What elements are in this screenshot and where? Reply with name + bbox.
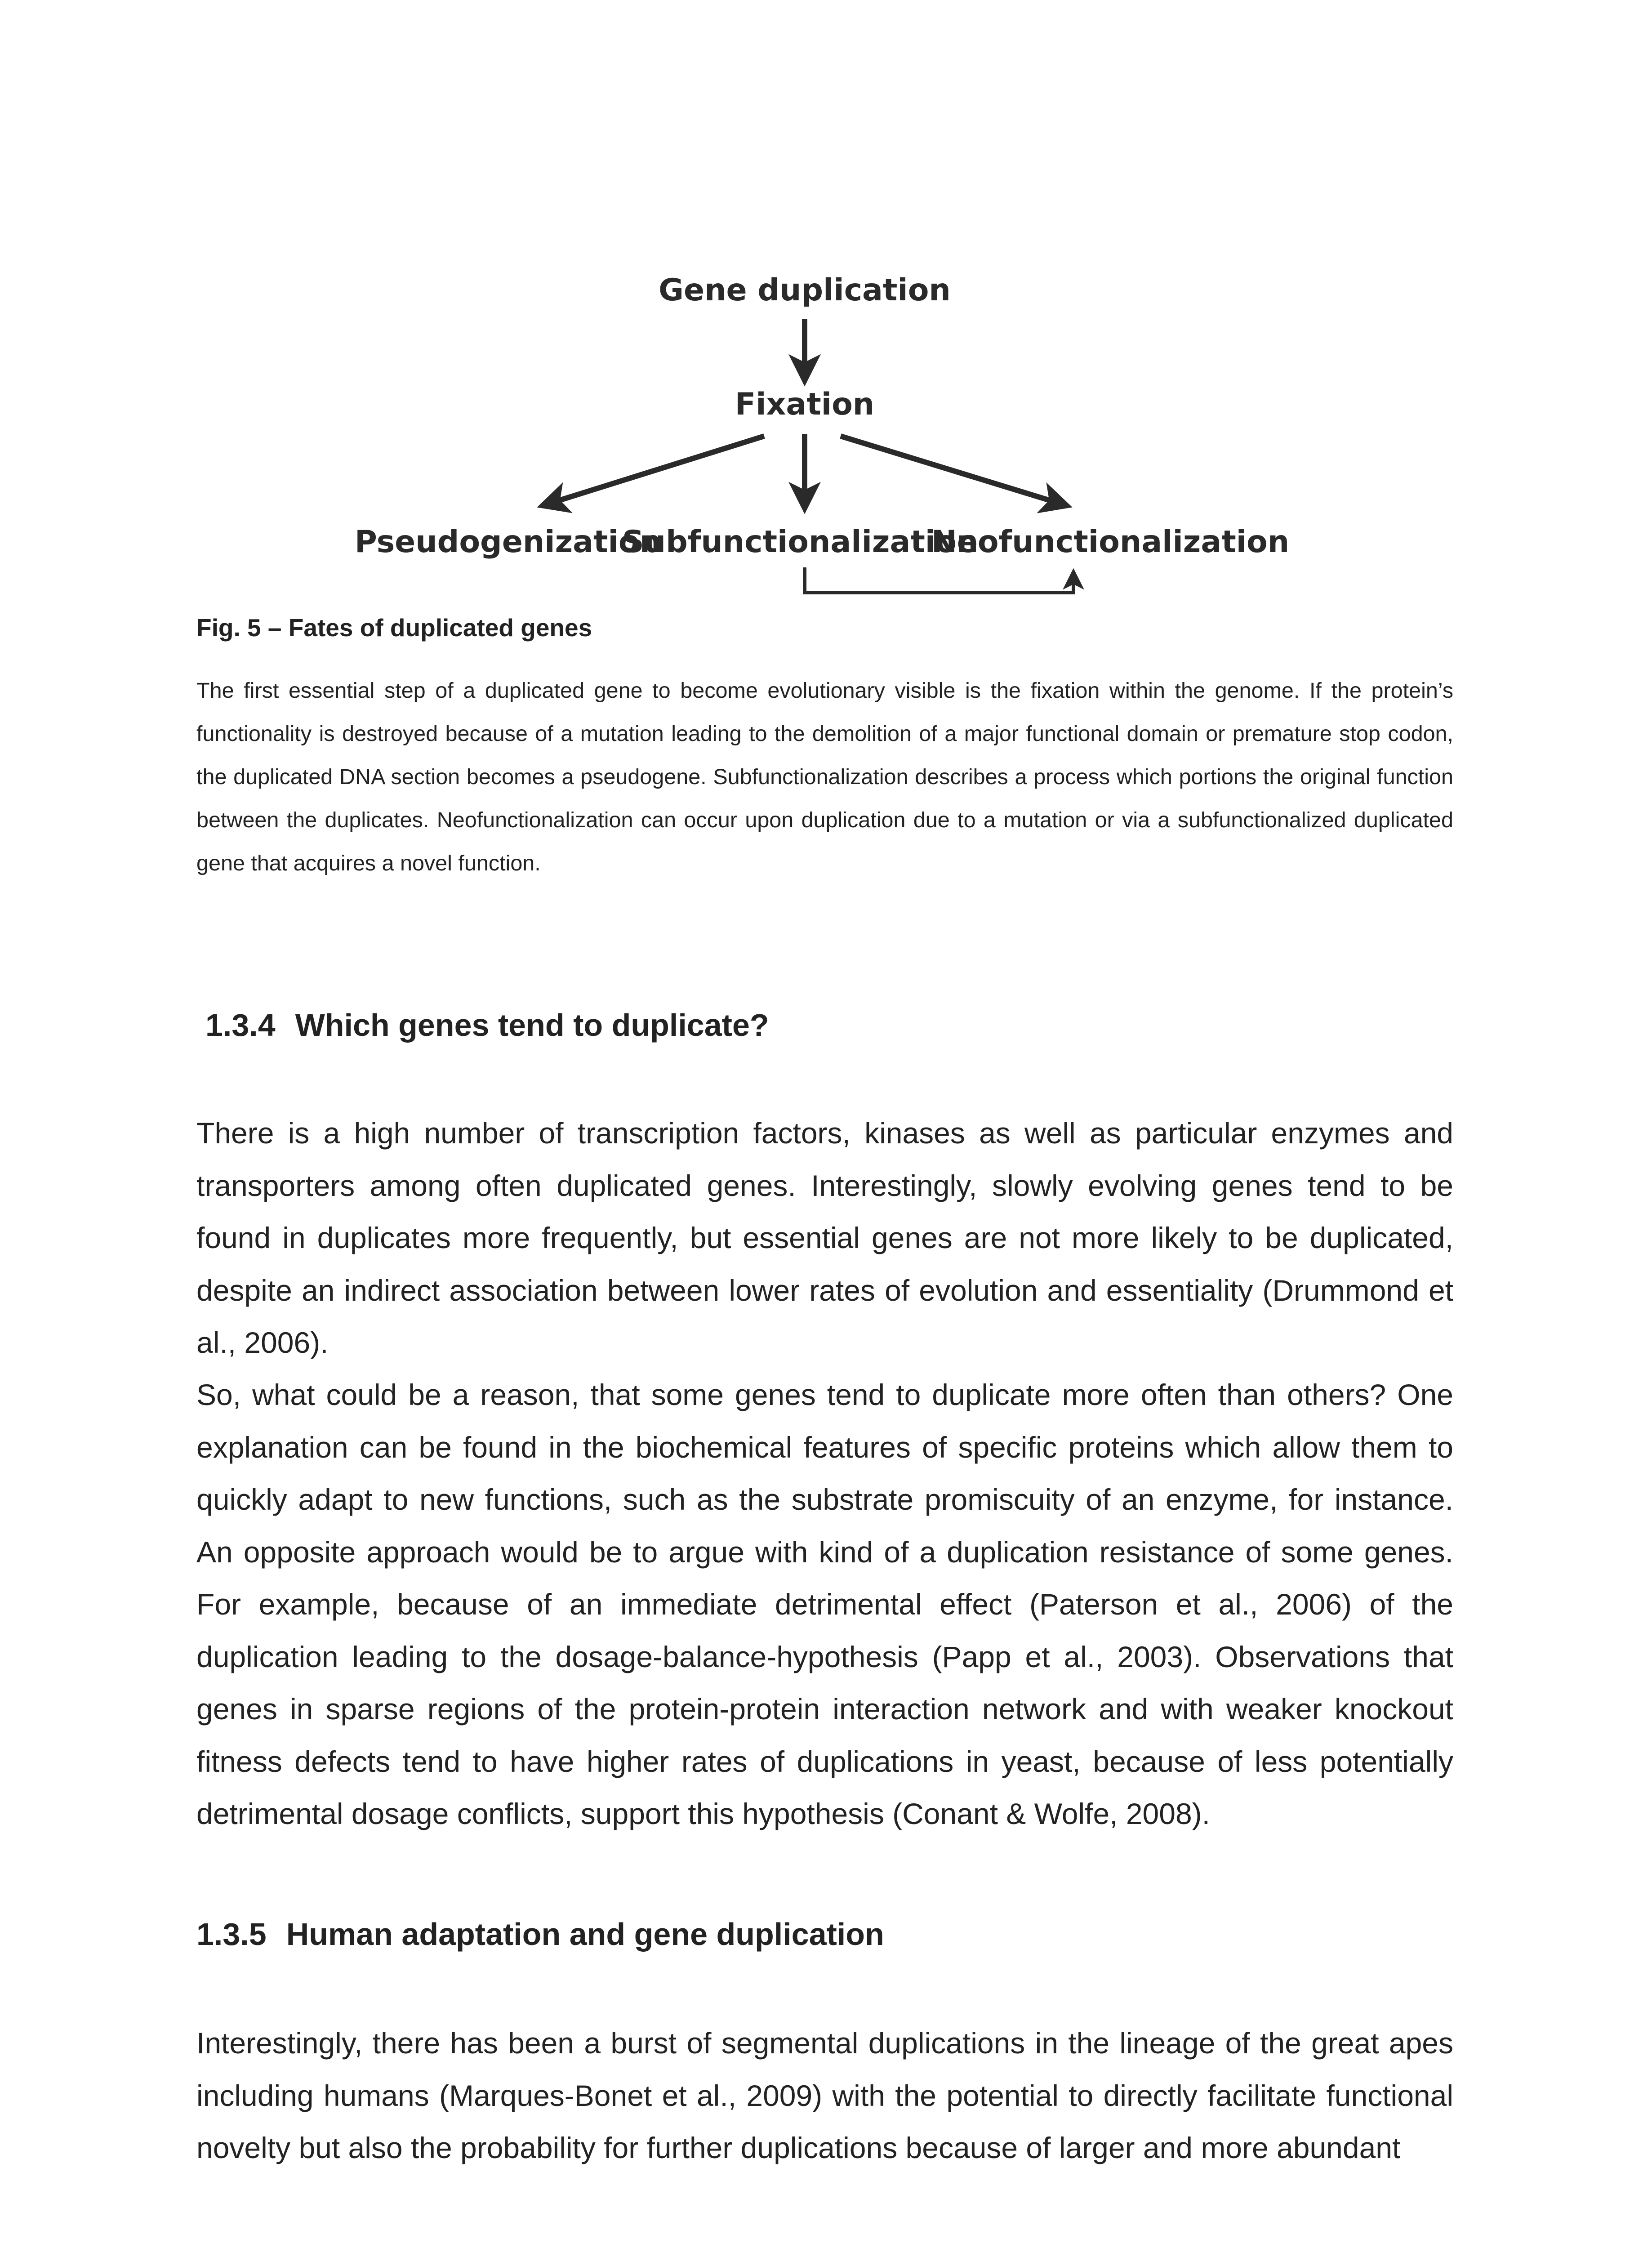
section-number: 1.3.5 [196,1917,267,1952]
paragraph: There is a high number of transcription factors, kinases as well as particular enzymes and transporters among often duplicated genes. Interestingly, slowly evolving genes tend to be found in duplicates more frequently, but essential genes are not more likely to be duplicated, despite an indirect association between lower rates of evolution and essentiality (Drummond et al., 2006). [196,1116,1453,1359]
paragraph: Interestingly, there has been a burst of segmental duplications in the lineage of the great apes including humans (Marques-Bonet et al., 2009) with the potential to directly facilitate functional novelty but also the probability for further duplications because of larger and more abundant [196,2026,1453,2164]
figure-description: The first essential step of a duplicated gene to become evolutionary visible is the fixation within the genome. If the protein’s functionality is destroyed because of a mutation leading to the demolition of a major functional domain or premature stop codon, the duplicated DNA section becomes a pseudogene. Subfunctionalization describes a process which portions the original function between the duplicates. Neofunctionalization can occur upon duplication due to a mutation or via a subfunctionalized duplicated gene that acquires a novel function. [196,678,1453,875]
diagram-node-subfunctionalization: Subfunctionalization [622,524,979,560]
paragraph: So, what could be a reason, that some genes tend to duplicate more often than others? One explanation can be found in the biochemical features of specific proteins which allow them to quickly adapt to new functions, such as the substrate promiscuity of an enzyme, for instance. An opposite approach would be to argue with kind of a duplication resistance of some genes. For example, because of an immediate detrimental effect (Paterson et al., 2006) of the duplication leading to the dosage-balance-hypothesis (Papp et al., 2003). Observations that genes in sparse regions of the protein-protein interaction network and with weaker knockout fitness defects tend to have higher rates of duplications in yeast, because of less potentially detrimental dosage conflicts, support this hypothesis (Conant & Wolfe, 2008). [196,1378,1453,1830]
arrow-fixation-to-pseudogenization [546,436,764,504]
diagram-node-fixation: Fixation [735,387,875,422]
diagram-node-gene-duplication: Gene duplication [659,272,951,308]
figure-caption: Fig. 5 – Fates of duplicated genes [196,614,592,642]
diagram-node-pseudogenization: Pseudogenization [355,524,661,560]
gene-fate-diagram [0,0,1652,620]
arrow-fixation-to-neofunctionalization [841,436,1063,504]
arrow-subfunctionalization-to-neofunctionalization [805,567,1073,593]
section-number: 1.3.4 [205,1008,276,1043]
section-heading-1-3-5 [196,1916,884,1952]
section-title: Which genes tend to duplicate? [295,1008,769,1043]
section-heading-1-3-4 [205,1007,769,1043]
diagram-node-neofunctionalization: Neofunctionalization [931,524,1290,560]
section-title: Human adaptation and gene duplication [286,1917,884,1952]
